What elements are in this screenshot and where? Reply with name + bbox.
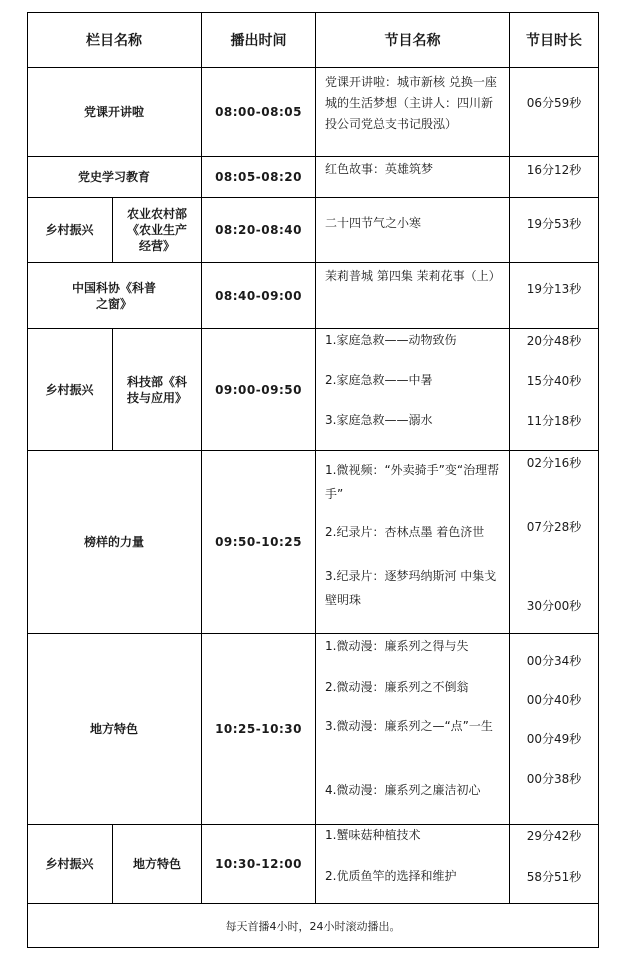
duration-item: 19分53秒 [526,217,582,231]
program-item: 茉莉普城 第四集 茉莉花事（上） [325,269,501,283]
row-column: 地方特色 [89,722,138,736]
header-column: 栏目名称 [86,32,142,49]
row-sub-column: 科技部《科技与应用》 [126,374,187,405]
row-time: 09:00-09:50 [215,382,302,397]
row-time: 08:00-08:05 [215,105,302,119]
program-item: 3.纪录片：逐梦玛纳斯河 中集戈壁明珠 [325,569,497,607]
footer-note: 每天首播4小时，24小时滚动播出。 [225,919,401,933]
duration-item: 19分13秒 [526,282,582,296]
row-time: 10:30-12:00 [215,857,302,871]
duration-item: 30分00秒 [526,599,582,613]
program-item: 2.微动漫：廉系列之不倒翁 [325,680,469,694]
duration-item: 00分34秒 [526,654,582,668]
program-item: 3.微动漫：廉系列之—“点”一生 [325,719,493,733]
row-time: 09:50-10:25 [215,535,302,549]
program-item: 3.家庭急救——溺水 [325,413,433,427]
duration-item: 11分18秒 [526,414,582,428]
row-column: 乡村振兴 [45,857,94,871]
program-item: 1.微视频：“外卖骑手”变“治理帮手” [325,463,500,501]
header-duration: 节目时长 [526,32,582,49]
duration-item: 00分40秒 [526,693,582,707]
program-item: 红色故事：英雄筑梦 [325,162,434,176]
duration-item: 07分28秒 [526,520,582,534]
program-item: 4.微动漫：廉系列之廉洁初心 [325,783,481,797]
row-column: 党课开讲啦 [83,105,144,119]
row-time: 08:05-08:20 [215,170,302,184]
row-time: 08:20-08:40 [215,223,302,237]
program-item: 1.微动漫：廉系列之得与失 [325,639,469,653]
row-time: 10:25-10:30 [215,722,302,736]
header-time: 播出时间 [230,32,287,49]
duration-item: 00分38秒 [526,772,582,786]
program-item: 2.优质鱼竿的选择和维护 [325,869,457,883]
duration-item: 00分49秒 [526,732,582,746]
duration-item: 06分59秒 [526,96,582,110]
row-column: 榜样的力量 [83,535,144,549]
duration-item: 20分48秒 [526,334,582,348]
row-column: 乡村振兴 [45,382,94,397]
program-item: 1.蟹味菇种植技术 [325,828,421,842]
program-item: 党课开讲啦：城市新核 兑换一座城的生活梦想（主讲人：四川新投公司党总支书记殷泓） [325,75,497,131]
header-program: 节目名称 [384,32,441,49]
duration-item: 16分12秒 [526,163,582,177]
row-sub-column: 农业农村部《农业生产经营》 [126,207,187,253]
program-item: 二十四节气之小寒 [325,216,422,230]
program-item: 2.纪录片：杏林点墨 着色济世 [325,525,485,539]
duration-item: 15分40秒 [526,374,582,388]
program-item: 1.家庭急救——动物致伤 [325,333,457,347]
row-column: 党史学习教育 [77,170,150,184]
duration-item: 58分51秒 [526,870,582,884]
duration-item: 29分42秒 [526,829,582,843]
program-item: 2.家庭急救——中暑 [325,373,433,387]
row-sub-column: 地方特色 [132,857,181,871]
schedule-table [27,12,599,948]
row-column: 乡村振兴 [45,223,94,237]
row-column: 中国科协《科普之窗》 [71,280,156,311]
row-time: 08:40-09:00 [215,288,302,303]
duration-item: 02分16秒 [526,456,582,470]
